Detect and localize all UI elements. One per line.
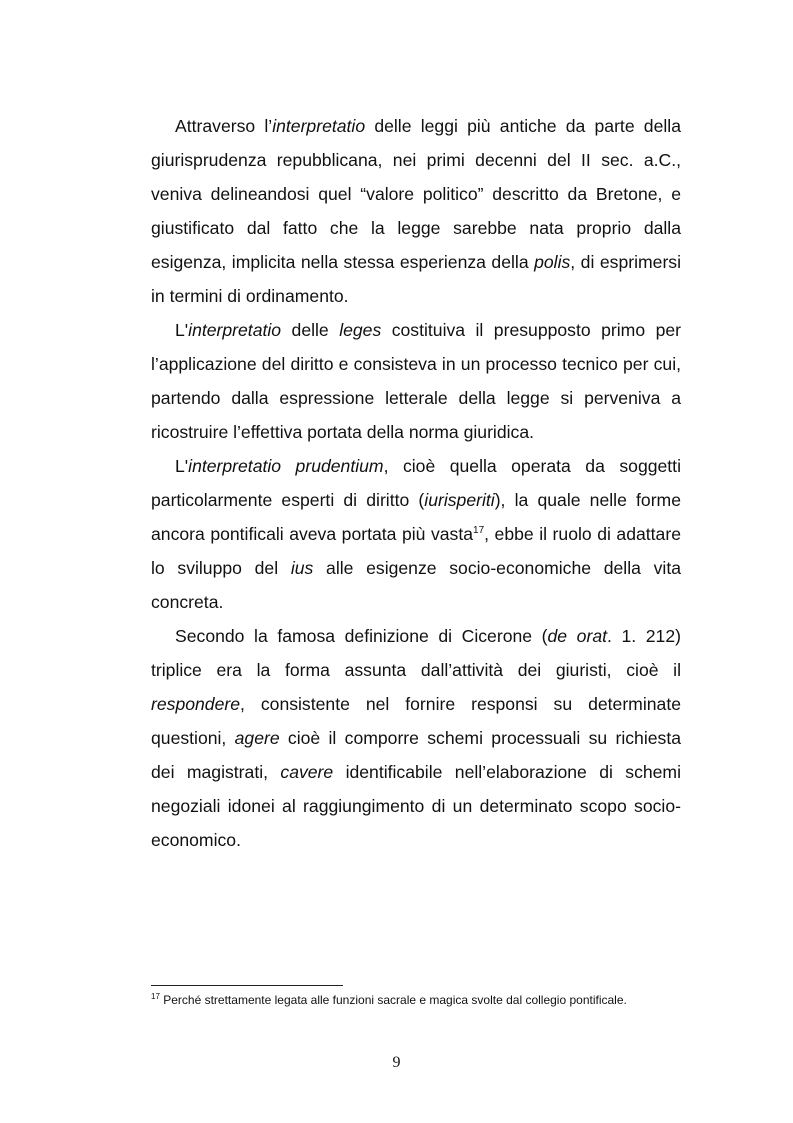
footnote-separator — [151, 985, 343, 986]
text-run: Secondo la famosa definizione di Cicerone ( — [175, 626, 548, 646]
text-run: identificabile nell’elaborazione di schemi negoziali idonei al raggiungimento di un determinato scopo socio-economico. — [151, 762, 681, 850]
footnote-text: Perché strettamente legata alle funzioni sacrale e magica svolte dal collegio pontificale. — [159, 993, 627, 1007]
paragraph — [151, 449, 681, 619]
text-run: . 1. 212) triplice era la forma assunta dall’attività dei giuristi, cioè il — [151, 626, 681, 680]
italic-term: respondere — [151, 694, 241, 714]
body-text — [151, 109, 681, 857]
text-run: delle leggi più antiche da parte della giurisprudenza repubblicana, nei primi decenni del II sec. a.C., veniva delineandosi quel “valore politico” descritto da Bretone, e giustificato dal fatto che la legge sarebbe nata proprio dalla esigenza, implicita nella stessa esperienza della — [151, 116, 681, 272]
text-run: L' — [175, 456, 189, 476]
italic-term: interpretatio — [188, 320, 282, 340]
paragraph — [151, 619, 681, 857]
text-run: , cioè quella operata da soggetti particolarmente esperti di diritto ( — [151, 456, 681, 510]
paragraph — [151, 313, 681, 449]
text-run: delle — [281, 320, 340, 340]
text-run: alle esigenze socio-economiche della vita concreta. — [151, 558, 681, 612]
italic-term: iurisperiti — [424, 490, 495, 510]
italic-term: de orat — [547, 626, 607, 646]
footnote-reference: 17 — [473, 525, 485, 536]
footnote-marker: 17 — [151, 992, 160, 1001]
italic-term: cavere — [280, 762, 334, 782]
text-run: , di esprimersi in termini di ordinamento. — [151, 252, 682, 306]
page-number: 9 — [392, 1054, 401, 1071]
italic-term: leges — [339, 320, 382, 340]
paragraph — [151, 109, 681, 313]
italic-term: interpretatio prudentium — [188, 456, 384, 476]
text-run: L' — [175, 320, 189, 340]
text-run: ), la quale nelle forme ancora pontificali aveva portata più vasta — [151, 490, 681, 544]
text-run: Attraverso l’ — [175, 116, 273, 136]
italic-term: polis — [534, 252, 571, 272]
text-run: , consistente nel fornire responsi su determinate questioni, — [151, 694, 681, 748]
text-run: costituiva il presupposto primo per l’applicazione del diritto e consisteva in un processo tecnico per cui, partendo dalla espressione letterale della legge si perveniva a ricostruire l’effettiva portata della norma giuridica. — [151, 320, 681, 442]
text-run: cioè il comporre schemi processuali su richiesta dei magistrati, — [151, 728, 681, 782]
italic-term: interpretatio — [272, 116, 366, 136]
italic-term: ius — [290, 558, 314, 578]
text-run: , ebbe il ruolo di adattare lo sviluppo del — [151, 524, 681, 578]
footnote — [151, 992, 691, 1008]
italic-term: agere — [234, 728, 280, 748]
